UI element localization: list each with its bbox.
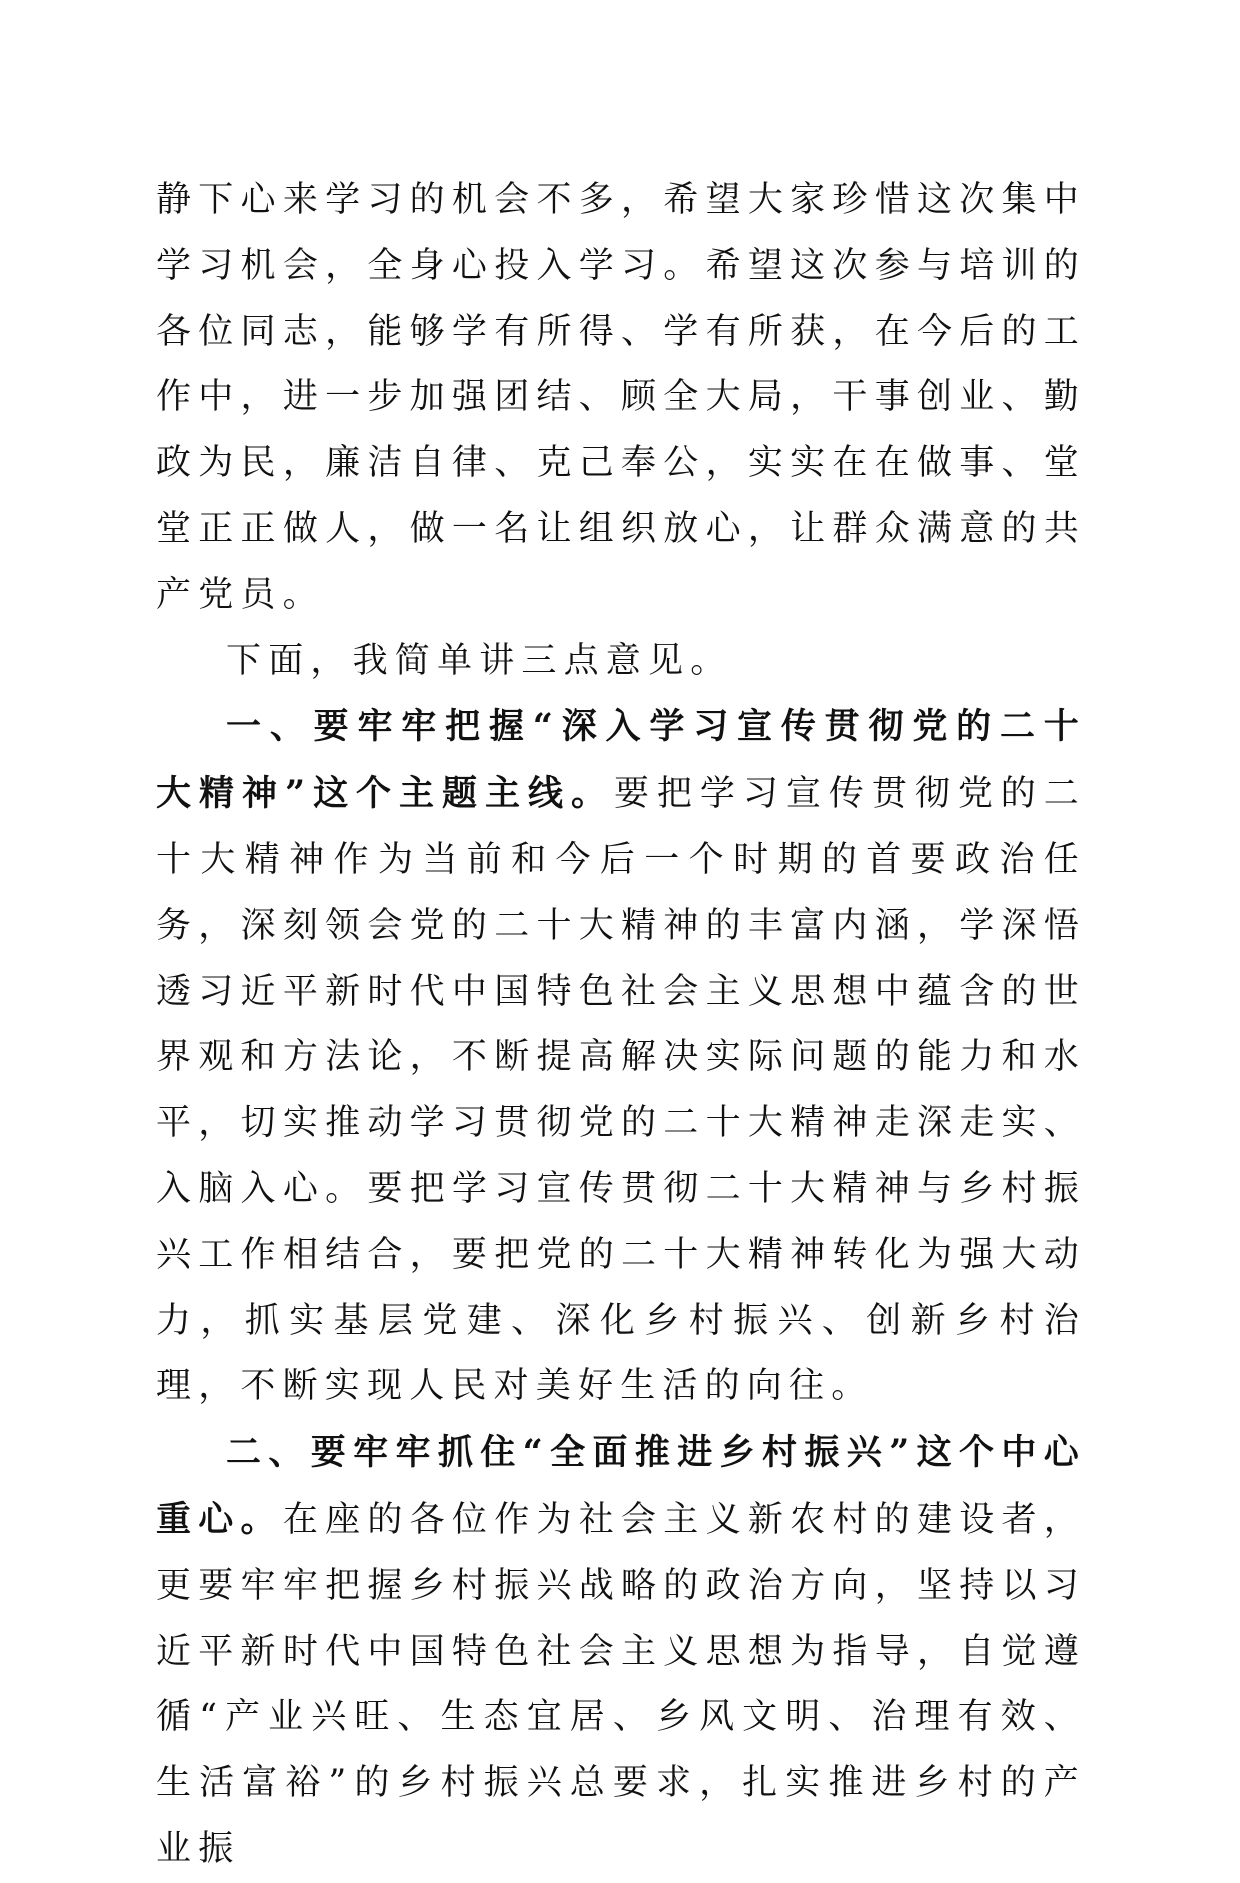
section-2-heading: 二、要牢牢抓住“全面推进乡村振兴”这个中心重心。 bbox=[156, 1432, 1086, 1540]
document-body bbox=[156, 168, 1086, 1883]
section-1 bbox=[156, 694, 1086, 1420]
section-2 bbox=[156, 1420, 1086, 1883]
section-1-heading: 一、要牢牢把握“深入学习宣传贯彻党的二十大精神”这个主题主线。 bbox=[156, 706, 1086, 815]
section-1-body: 要把学习宣传贯彻党的二十大精神作为当前和今后一个时期的首要政治任务，深刻领会党的二十大精神的丰富内涵，学深悟透习近平新时代中国特色社会主义思想中蕴含的世界观和方法论，不断提高解决实际问题的能力和水平，切实推动学习贯彻党的二十大精神走深走实、入脑入心。要把学习宣传贯彻二十大精神与乡村振兴工作相结合，要把党的二十大精神转化为强大动力，抓实基层党建、深化乡村振兴、创新乡村治理，不断实现人民对美好生活的向往。 bbox=[156, 774, 1086, 1407]
paragraph-1: 静下心来学习的机会不多，希望大家珍惜这次集中学习机会，全身心投入学习。希望这次参与培训的各位同志，能够学有所得、学有所获，在今后的工作中，进一步加强团结、顾全大局，干事创业、勤政为民，廉洁自律、克己奉公，实实在在做事、堂堂正正做人，做一名让组织放心，让群众满意的共产党员。 bbox=[156, 180, 1086, 615]
paragraph-2: 下面，我简单讲三点意见。 bbox=[226, 640, 733, 681]
section-2-body: 在座的各位作为社会主义新农村的建设者，更要牢牢把握乡村振兴战略的政治方向，坚持以习近平新时代中国特色社会主义思想为指导，自觉遵循“产业兴旺、生态宜居、乡风文明、治理有效、生活富裕”的乡村振兴总要求，扎实推进乡村的产业振 bbox=[156, 1499, 1086, 1869]
